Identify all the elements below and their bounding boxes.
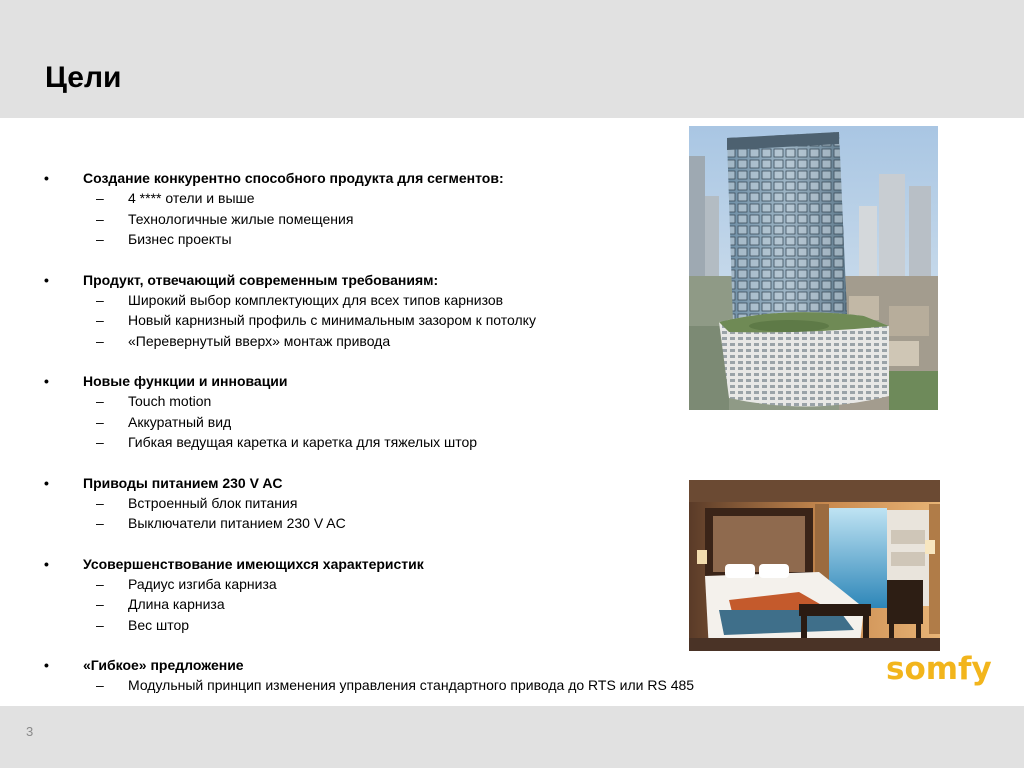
dash-marker: – bbox=[96, 312, 104, 328]
bullet-group bbox=[0, 371, 800, 453]
dash-marker: – bbox=[96, 575, 104, 592]
sub-item-text: «Перевернутый вверх» монтаж привода bbox=[128, 332, 391, 349]
sub-item bbox=[0, 391, 800, 412]
bullet-text: Приводы питанием 230 V AC bbox=[83, 474, 283, 491]
bullet-marker: • bbox=[44, 474, 49, 491]
bullet-item bbox=[0, 655, 800, 675]
bullet-marker: • bbox=[44, 170, 49, 186]
slide-title: Цели bbox=[45, 61, 122, 94]
sub-item bbox=[0, 310, 800, 331]
bullet-text: Новые функции и инновации bbox=[83, 373, 288, 389]
dash-marker: – bbox=[96, 393, 104, 409]
hotel-building-photo bbox=[689, 126, 938, 410]
bullet-group bbox=[0, 473, 800, 534]
sub-item bbox=[0, 331, 800, 352]
sub-item-text: Новый карнизный профиль с минимальным зазором к потолку bbox=[128, 312, 536, 328]
sub-item-text: Длина карниза bbox=[128, 596, 225, 612]
sub-item-text: 4 **** отели и выше bbox=[128, 190, 255, 206]
sub-item bbox=[0, 229, 800, 250]
sub-item-text: Технологичные жилые помещения bbox=[128, 210, 354, 227]
sub-item-text: Бизнес проекты bbox=[128, 231, 232, 247]
dash-marker: – bbox=[96, 515, 104, 531]
bullet-item bbox=[0, 168, 800, 188]
logo-text: somfy bbox=[886, 651, 992, 687]
sub-item-text: Аккуратный вид bbox=[128, 413, 232, 430]
bullet-list bbox=[0, 168, 800, 716]
sub-item bbox=[0, 594, 800, 615]
bullet-group bbox=[0, 554, 800, 636]
dash-marker: – bbox=[96, 596, 104, 612]
bullet-group bbox=[0, 655, 800, 696]
sub-item bbox=[0, 493, 800, 514]
somfy-logo bbox=[884, 648, 1008, 688]
sub-item-text: Модульный принцип изменения управления стандартного привода до RTS или RS 485 bbox=[128, 677, 695, 693]
bullet-marker: • bbox=[44, 271, 49, 288]
sub-item-text: Встроенный блок питания bbox=[128, 494, 298, 511]
bullet-text: «Гибкое» предложение bbox=[83, 657, 244, 673]
sub-item bbox=[0, 574, 800, 595]
sub-item bbox=[0, 675, 800, 696]
dash-marker: – bbox=[96, 231, 104, 247]
sub-item-text: Выключатели питанием 230 V AC bbox=[128, 515, 346, 531]
sub-item bbox=[0, 209, 800, 230]
sub-item bbox=[0, 513, 800, 534]
hotel-bedroom-photo bbox=[689, 480, 940, 651]
header-band bbox=[0, 0, 1024, 118]
bullet-item bbox=[0, 371, 800, 391]
bullet-group bbox=[0, 168, 800, 250]
bullet-marker: • bbox=[44, 657, 49, 673]
dash-marker: – bbox=[96, 494, 104, 511]
bullet-item bbox=[0, 270, 800, 290]
bullet-group bbox=[0, 270, 800, 352]
sub-item-text: Гибкая ведущая каретка и каретка для тяжелых штор bbox=[128, 434, 478, 450]
footer-band bbox=[0, 706, 1024, 768]
bullet-marker: • bbox=[44, 555, 49, 572]
dash-marker: – bbox=[96, 434, 104, 450]
dash-marker: – bbox=[96, 210, 104, 227]
sub-item bbox=[0, 432, 800, 453]
dash-marker: – bbox=[96, 616, 104, 633]
sub-item-text: Радиус изгиба карниза bbox=[128, 575, 277, 592]
bullet-text: Усовершенствование имеющихся характеристик bbox=[83, 555, 424, 572]
dash-marker: – bbox=[96, 332, 104, 349]
page-number: 3 bbox=[26, 724, 34, 739]
bullet-text: Создание конкурентно способного продукта для сегментов: bbox=[83, 170, 504, 186]
bullet-item bbox=[0, 554, 800, 574]
bullet-item bbox=[0, 473, 800, 493]
bullet-text: Продукт, отвечающий современным требованиям: bbox=[83, 271, 439, 288]
sub-item-text: Вес штор bbox=[128, 616, 190, 633]
dash-marker: – bbox=[96, 413, 104, 430]
bullet-marker: • bbox=[44, 373, 49, 389]
sub-item-text: Touch motion bbox=[128, 393, 212, 409]
dash-marker: – bbox=[96, 677, 104, 693]
dash-marker: – bbox=[96, 190, 104, 206]
sub-item bbox=[0, 412, 800, 433]
sub-item bbox=[0, 188, 800, 209]
sub-item-text: Широкий выбор комплектующих для всех типов карнизов bbox=[128, 291, 504, 308]
sub-item bbox=[0, 615, 800, 636]
sub-item bbox=[0, 290, 800, 311]
dash-marker: – bbox=[96, 291, 104, 308]
